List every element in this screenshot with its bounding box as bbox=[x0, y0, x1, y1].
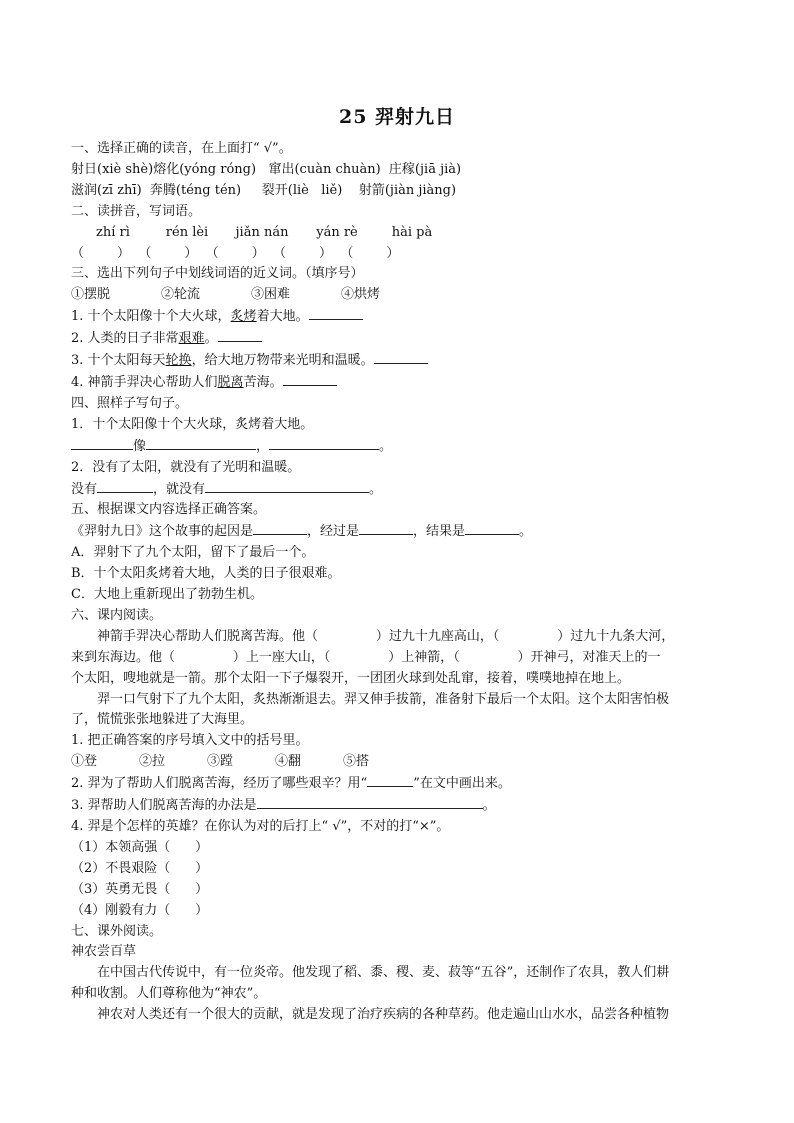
worksheet-page bbox=[71, 102, 723, 1026]
answer-box-4[interactable]: （ ） bbox=[272, 245, 333, 261]
choice-a: A．羿射下了九个太阳，留下了最后一个。 bbox=[71, 545, 315, 561]
underlined-word: 轮换 bbox=[165, 353, 192, 369]
option-2: ②轮流 bbox=[161, 287, 201, 303]
synonym-question-1 bbox=[71, 306, 723, 328]
q-text: ，给大地万物带来光明和温暖。 bbox=[191, 353, 374, 369]
synonym-question-3 bbox=[71, 350, 723, 372]
reading-paragraph-1-line-3: 个太阳，嗖地就是一箭。那个太阳一下子爆裂开，一团团火球到处乱窜，接着，噗噗地掉在地上。 bbox=[71, 670, 631, 686]
pinyin-3: jiǎn nán bbox=[235, 224, 289, 240]
q-text: 3. 羿帮助人们脱离苦海的办法是 bbox=[71, 798, 257, 814]
answer-blank[interactable] bbox=[218, 328, 262, 342]
q-text: 没有 bbox=[71, 481, 98, 497]
q-text: 2. 人类的日子非常 bbox=[71, 331, 179, 347]
choice-c: C．大地上重新现出了勃勃生机。 bbox=[71, 587, 263, 603]
reading-question-2 bbox=[71, 773, 723, 795]
imitation-line-1 bbox=[71, 436, 723, 458]
story-title: 神农尝百草 bbox=[71, 944, 137, 960]
reading-paragraph-2-line-1: 羿一口气射下了九个太阳，炙热渐渐退去。羿又伸手拔箭，准备射下最后一个太阳。这个太阳害怕极 bbox=[97, 691, 670, 707]
pinyin-5: hài pà bbox=[391, 224, 433, 240]
answer-blank[interactable] bbox=[253, 521, 307, 535]
verb-option-4: ④翻 bbox=[275, 754, 302, 770]
answer-blank[interactable] bbox=[309, 306, 363, 320]
section-4-heading: 四、照样子写句子。 bbox=[71, 395, 189, 411]
answer-blank[interactable] bbox=[205, 479, 369, 493]
section-1-row-1: 射日(xiè shè)熔化(yóng róng) 窜出(cuàn chuàn) 庄稼(jiā jià) bbox=[71, 161, 462, 177]
option-3: ③困难 bbox=[251, 287, 291, 303]
q-text: ，就没有 bbox=[153, 481, 206, 497]
verb-option-3: ③蹚 bbox=[207, 754, 234, 770]
judge-item-3[interactable]: （3）英勇无畏（ ） bbox=[71, 881, 209, 897]
judge-item-2[interactable]: （2）不畏艰险（ ） bbox=[71, 860, 209, 876]
q-text: 着大地。 bbox=[256, 309, 309, 325]
synonym-question-4 bbox=[71, 372, 723, 394]
reading-question-4: 4. 羿是个怎样的英雄？在你认为对的后打上“ √”，不对的打“×”。 bbox=[71, 819, 450, 834]
q-text: 像 bbox=[133, 438, 147, 454]
story-paragraph-1-line-2: 种和收割。人们尊称他为“神农”。 bbox=[71, 986, 267, 1002]
answer-box-1[interactable]: （ ） bbox=[71, 245, 131, 261]
q-text: ”在文中画出来。 bbox=[413, 776, 511, 792]
verb-options bbox=[71, 752, 723, 773]
judge-item-4[interactable]: （4）刚毅有力（ ） bbox=[71, 902, 209, 918]
q-text: ，经过是 bbox=[307, 524, 360, 540]
q-text: 。 bbox=[379, 438, 393, 454]
q-text: 3. 十个太阳每天 bbox=[71, 353, 166, 369]
choice-b: B．十个太阳炙烤着大地，人类的日子很艰难。 bbox=[71, 566, 341, 582]
answer-box-5[interactable]: （ ） bbox=[340, 245, 400, 261]
q-text: 苦海。 bbox=[243, 374, 283, 390]
underlined-word: 脱离 bbox=[217, 374, 244, 390]
q-text: 2. 羿为了帮助人们脱离苦海，经历了哪些艰辛？用“ bbox=[71, 776, 368, 792]
answer-blank[interactable] bbox=[359, 521, 413, 535]
reading-paragraph-2-line-2: 了，慌慌张张地躲进了大海里。 bbox=[71, 712, 254, 728]
answer-blank[interactable] bbox=[97, 479, 153, 493]
underlined-word: 艰难 bbox=[178, 331, 205, 347]
underlined-word: 炙烤 bbox=[230, 309, 257, 325]
q-text: 。 bbox=[204, 331, 218, 347]
verb-option-1: ①登 bbox=[71, 754, 98, 770]
section-7-heading: 七、课外阅读。 bbox=[71, 923, 163, 939]
verb-option-5: ⑤搭 bbox=[343, 754, 370, 770]
pinyin-1: zhí rì bbox=[96, 224, 130, 240]
q-text: ， bbox=[256, 438, 270, 454]
reading-paragraph-1-line-1: 神箭手羿决心帮助人们脱离苦海。他（ ）过九十九座高山，（ ）过九十九条大河， bbox=[97, 628, 675, 644]
option-4: ④烘烤 bbox=[341, 287, 381, 303]
answer-blank[interactable] bbox=[374, 350, 428, 364]
example-sentence-2: 2．没有了太阳，就没有了光明和温暖。 bbox=[71, 459, 301, 475]
q-text: 。 bbox=[369, 481, 383, 497]
story-paragraph-1-line-1: 在中国古代传说中，有一位炎帝。他发现了稻、黍、稷、麦、菽等“五谷”，还制作了农具，教人们耕 bbox=[97, 965, 670, 981]
story-structure-question bbox=[71, 521, 723, 543]
q-text: 4. 神箭手羿决心帮助人们 bbox=[71, 374, 218, 390]
pinyin-2: rén lèi bbox=[165, 224, 209, 240]
pinyin-4: yán rè bbox=[316, 224, 358, 240]
example-sentence-1: 1．十个太阳像十个大火球，炙烤着大地。 bbox=[71, 416, 314, 432]
answer-blank[interactable] bbox=[269, 436, 379, 450]
answer-blank[interactable] bbox=[283, 372, 337, 386]
q-text: 。 bbox=[482, 798, 496, 814]
answer-blank[interactable] bbox=[465, 521, 519, 535]
section-2-heading: 二、读拼音，写词语。 bbox=[71, 203, 202, 219]
section-6-heading: 六、课内阅读。 bbox=[71, 607, 163, 623]
answer-blank[interactable] bbox=[71, 436, 133, 450]
section-1-row-2: 滋润(zī zhī) 奔腾(téng tén) 裂开(liè liě) 射箭(jiàn jiàng) bbox=[71, 182, 457, 198]
synonym-options bbox=[71, 285, 723, 306]
imitation-line-2 bbox=[71, 479, 723, 501]
underline-sample bbox=[367, 773, 413, 787]
q-text: 1. 十个太阳像十个大火球， bbox=[71, 309, 231, 325]
option-1: ①摆脱 bbox=[71, 287, 111, 303]
q-text: ，结果是 bbox=[413, 524, 466, 540]
synonym-question-2 bbox=[71, 328, 723, 350]
q-text: 。 bbox=[519, 524, 533, 540]
answer-box-3[interactable]: （ ） bbox=[205, 245, 265, 261]
section-5-heading: 五、根据课文内容选择正确答案。 bbox=[71, 502, 267, 518]
reading-question-3 bbox=[71, 795, 723, 817]
answer-blank[interactable] bbox=[257, 795, 483, 809]
pinyin-row bbox=[71, 223, 723, 244]
reading-question-1: 1. 把正确答案的序号填入文中的括号里。 bbox=[71, 733, 309, 749]
section-3-heading: 三、选出下列句子中划线词语的近义词。（填序号） bbox=[71, 266, 364, 282]
page-title: 25 羿射九日 bbox=[338, 106, 456, 128]
judge-item-1[interactable]: （1）本领高强（ ） bbox=[71, 839, 209, 855]
reading-paragraph-1-line-2: 来到东海边。他（ ）上一座大山，（ ）上神箭，（ ）开神弓，对准天上的一 bbox=[71, 649, 661, 665]
q-text: 《羿射九日》这个故事的起因是 bbox=[71, 524, 254, 540]
verb-option-2: ②拉 bbox=[139, 754, 166, 770]
story-paragraph-2-line-1: 神农对人类还有一个很大的贡献，就是发现了治疗疾病的各种草药。他走遍山山水水，品尝各种植物 bbox=[97, 1007, 670, 1023]
answer-boxes-row bbox=[71, 244, 723, 265]
section-1-heading: 一、选择正确的读音，在上面打“ √”。 bbox=[71, 141, 292, 156]
answer-blank[interactable] bbox=[146, 436, 256, 450]
answer-box-2[interactable]: （ ） bbox=[138, 245, 198, 261]
